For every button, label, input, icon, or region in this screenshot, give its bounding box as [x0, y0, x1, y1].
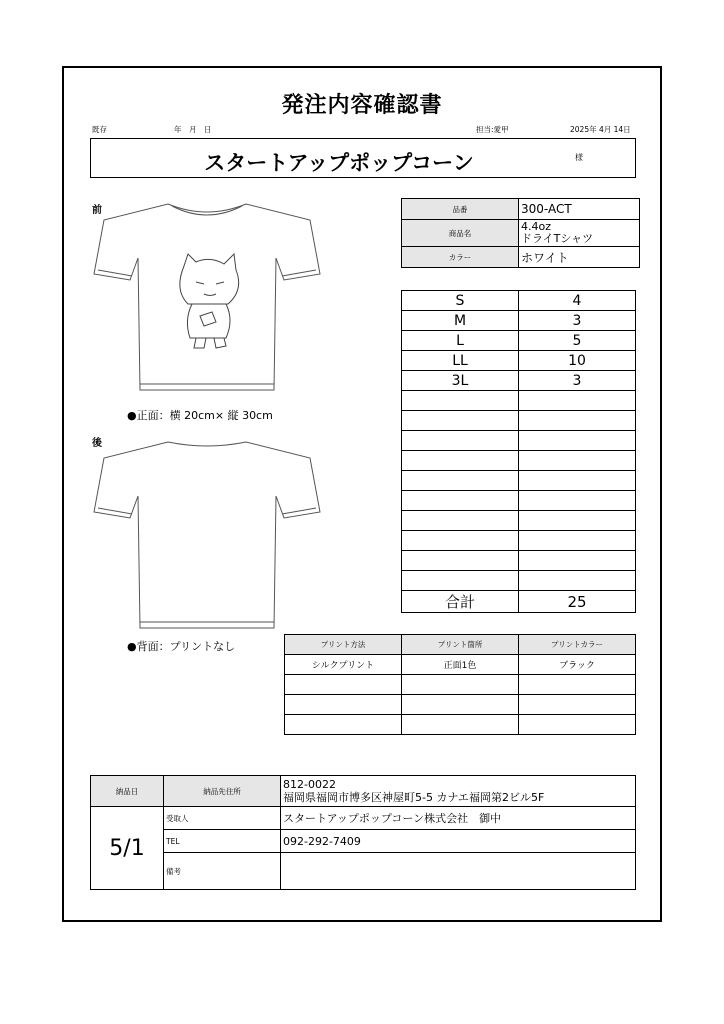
print-method: シルクプリント: [285, 655, 402, 675]
size-row: [402, 311, 636, 331]
print-row-empty: [285, 715, 636, 735]
size-row-empty: [402, 511, 636, 531]
product-color-label: カラー: [402, 247, 519, 268]
tel-value: 092-292-7409: [281, 830, 636, 853]
product-name-line1: 4.4oz: [521, 220, 551, 233]
product-name-label: 商品名: [402, 220, 519, 247]
back-label: 後: [92, 438, 102, 449]
delivery-date-label: 納品日: [91, 776, 164, 807]
customer-box: [90, 138, 636, 178]
qty-cell: 4: [519, 291, 636, 311]
size-cell: LL: [402, 351, 519, 371]
recipient-row: [91, 807, 636, 830]
qty-cell: 10: [519, 351, 636, 371]
product-row-name: [402, 220, 640, 247]
print-method-header: プリント方法: [285, 635, 402, 655]
size-row-empty: [402, 471, 636, 491]
product-name-line2: ドライTシャツ: [521, 232, 594, 245]
print-row-empty: [285, 675, 636, 695]
delivery-date-value: 5/1: [91, 807, 164, 890]
total-qty: 25: [519, 591, 636, 613]
front-print-note: ●正面：横 20cm× 縦 30cm: [127, 409, 273, 422]
size-cell: S: [402, 291, 519, 311]
cat-character-illustration: [180, 254, 239, 348]
existing-label: 既存: [92, 125, 107, 134]
size-quantity-table: [401, 290, 636, 613]
size-row: [402, 351, 636, 371]
qty-cell: 5: [519, 331, 636, 351]
total-label: 合計: [402, 591, 519, 613]
product-name-value: [519, 220, 640, 247]
remarks-label: 備考: [164, 853, 281, 890]
size-row: [402, 291, 636, 311]
size-row-empty: [402, 431, 636, 451]
size-row: [402, 331, 636, 351]
size-row-empty: [402, 491, 636, 511]
product-row-number: [402, 199, 640, 220]
qty-cell: 3: [519, 311, 636, 331]
product-row-color: [402, 247, 640, 268]
size-cell: 3L: [402, 371, 519, 391]
size-row-empty: [402, 451, 636, 471]
delivery-address-cell: [281, 776, 636, 807]
print-color: ブラック: [519, 655, 636, 675]
size-row-empty: [402, 391, 636, 411]
honorific: 様: [575, 153, 583, 162]
size-cell: M: [402, 311, 519, 331]
print-color-header: プリントカラー: [519, 635, 636, 655]
print-location: 正面1色: [402, 655, 519, 675]
print-row-empty: [285, 695, 636, 715]
delivery-address-label: 納品先住所: [164, 776, 281, 807]
recipient-value: スタートアップポップコーン株式会社 御中: [281, 807, 636, 830]
print-location-header: プリント箇所: [402, 635, 519, 655]
back-tshirt-illustration: [88, 436, 326, 632]
print-spec-table: [284, 634, 636, 735]
back-print-note: ●背面：プリントなし: [127, 640, 236, 653]
front-label: 前: [92, 205, 102, 216]
date-placeholder: 年 月 日: [174, 125, 212, 134]
delivery-table: [90, 775, 636, 890]
product-number-label: 品番: [402, 199, 519, 220]
print-row: [285, 655, 636, 675]
postal-code: 812-0022: [283, 778, 336, 791]
tel-label: TEL: [164, 830, 281, 853]
print-header-row: [285, 635, 636, 655]
size-cell: L: [402, 331, 519, 351]
product-info-table: [401, 198, 640, 268]
tel-row: [91, 830, 636, 853]
size-row: [402, 371, 636, 391]
qty-cell: 3: [519, 371, 636, 391]
delivery-address: 福岡県福岡市博多区神屋町5-5 カナエ福岡第2ビル5F: [283, 791, 545, 804]
customer-name: スタートアップポップコーン: [204, 151, 474, 175]
remarks-row: [91, 853, 636, 890]
document-title: 発注内容確認書: [281, 93, 443, 118]
size-total-row: [402, 591, 636, 613]
remarks-value: [281, 853, 636, 890]
size-row-empty: [402, 531, 636, 551]
product-number-value: 300-ACT: [519, 199, 640, 220]
size-row-empty: [402, 571, 636, 591]
issue-date: 2025年 4月 14日: [570, 125, 631, 134]
recipient-label: 受取人: [164, 807, 281, 830]
person-in-charge: 担当:愛甲: [476, 125, 509, 134]
product-color-value: ホワイト: [519, 247, 640, 268]
address-row: [91, 776, 636, 807]
size-row-empty: [402, 411, 636, 431]
size-row-empty: [402, 551, 636, 571]
front-tshirt-illustration: [88, 198, 326, 394]
